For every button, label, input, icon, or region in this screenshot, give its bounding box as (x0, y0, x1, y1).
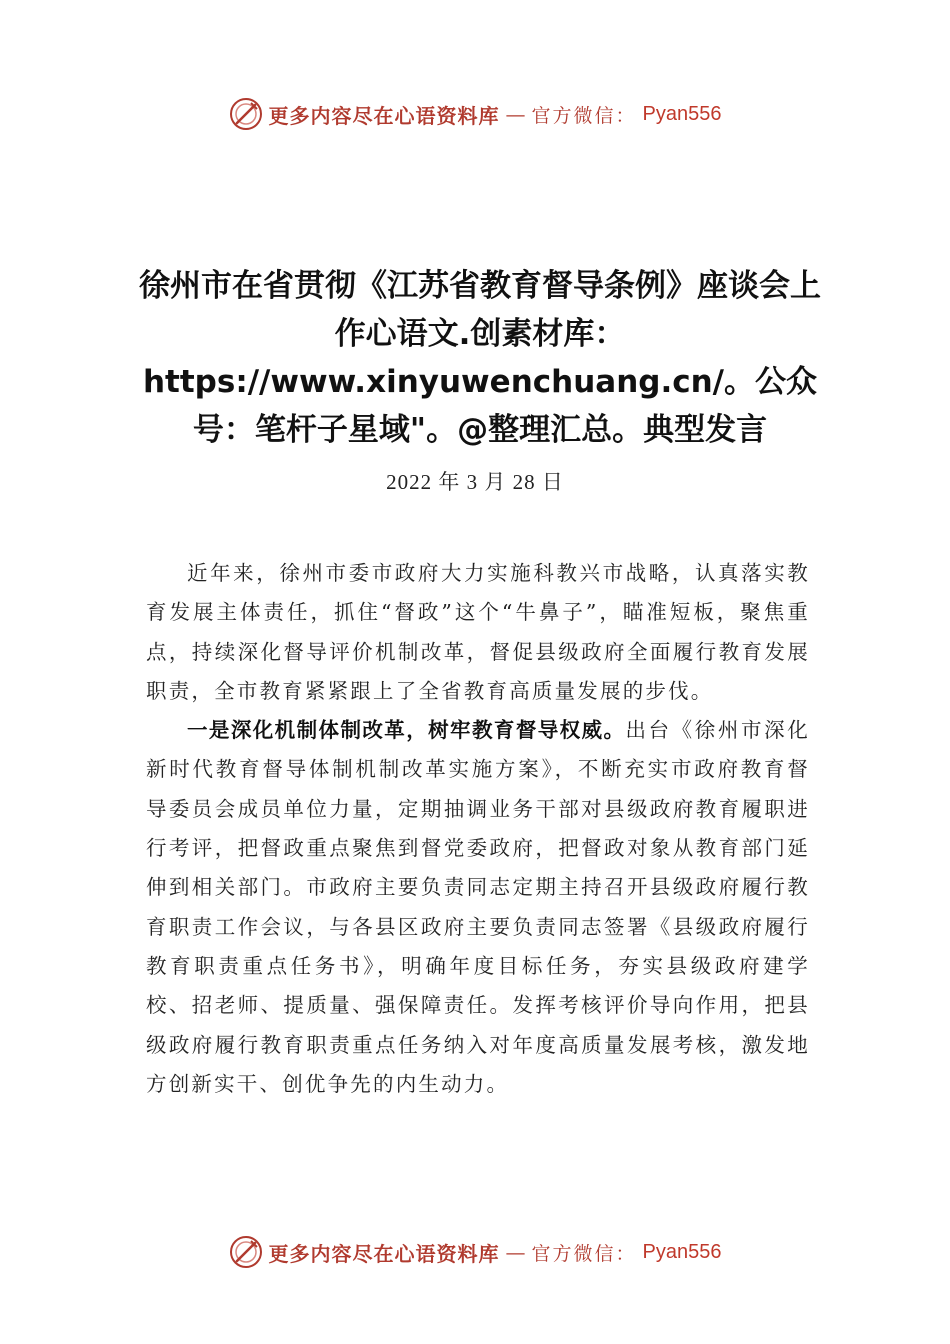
watermark-separator: — (505, 102, 526, 126)
paragraph-lead: 一是深化机制体制改革，树牢教育督导权威。 (187, 718, 626, 743)
paragraph (146, 711, 810, 1104)
watermark-brand: 更多内容尽在心语资料库 (268, 103, 500, 128)
brand-logo-icon (229, 97, 263, 131)
document-body (146, 554, 810, 1104)
paragraph-text: 近年来，徐州市委市政府大力实施科教兴市战略，认真落实教育发展主体责任，抓住“督政”这个“牛鼻子”，瞄准短板，聚焦重点，持续深化督导评价机制改革，督促县级政府全面履行教育发展职责，全市教育紧紧跟上了全省教育高质量发展的步伐。 (146, 561, 810, 703)
header-watermark (0, 94, 950, 134)
document-title: 徐州市在省贯彻《江苏省教育督导条例》座谈会上作心语文.创素材库：https://www.xinyuwenchuang.cn/。公众号：笔杆子星域"。@整理汇总。典型发言 (139, 268, 821, 448)
brand-logo-icon (229, 1235, 263, 1269)
watermark-wechat-id: Pyan556 (642, 102, 722, 125)
paragraph-text: 出台《徐州市深化新时代教育督导体制机制改革实施方案》，不断充实市政府教育督导委员会成员单位力量，定期抽调业务干部对县级政府教育履职进行考评，把督政重点聚焦到督党委政府，把督政对象从教育部门延伸到相关部门。市政府主要负责同志定期主持召开县级政府履行教育职责工作会议，与各县区政府主要负责同志签署《县级政府履行教育职责重点任务书》，明确年度目标任务，夯实县级政府建学校、招老师、提质量、强保障责任。发挥考核评价导向作用，把县级政府履行教育职责重点任务纳入对年度高质量发展考核，激发地方创新实干、创优争先的内生动力。 (146, 718, 810, 1096)
watermark-brand: 更多内容尽在心语资料库 (268, 1241, 500, 1266)
watermark-label: 官方微信： (531, 1242, 637, 1265)
paragraph (146, 554, 810, 711)
footer-watermark (0, 1232, 950, 1272)
watermark-label: 官方微信： (531, 104, 637, 127)
watermark-separator: — (505, 1240, 526, 1264)
watermark-wechat-id: Pyan556 (642, 1240, 722, 1263)
document-date: 2022 年 3 月 28 日 (386, 470, 564, 494)
